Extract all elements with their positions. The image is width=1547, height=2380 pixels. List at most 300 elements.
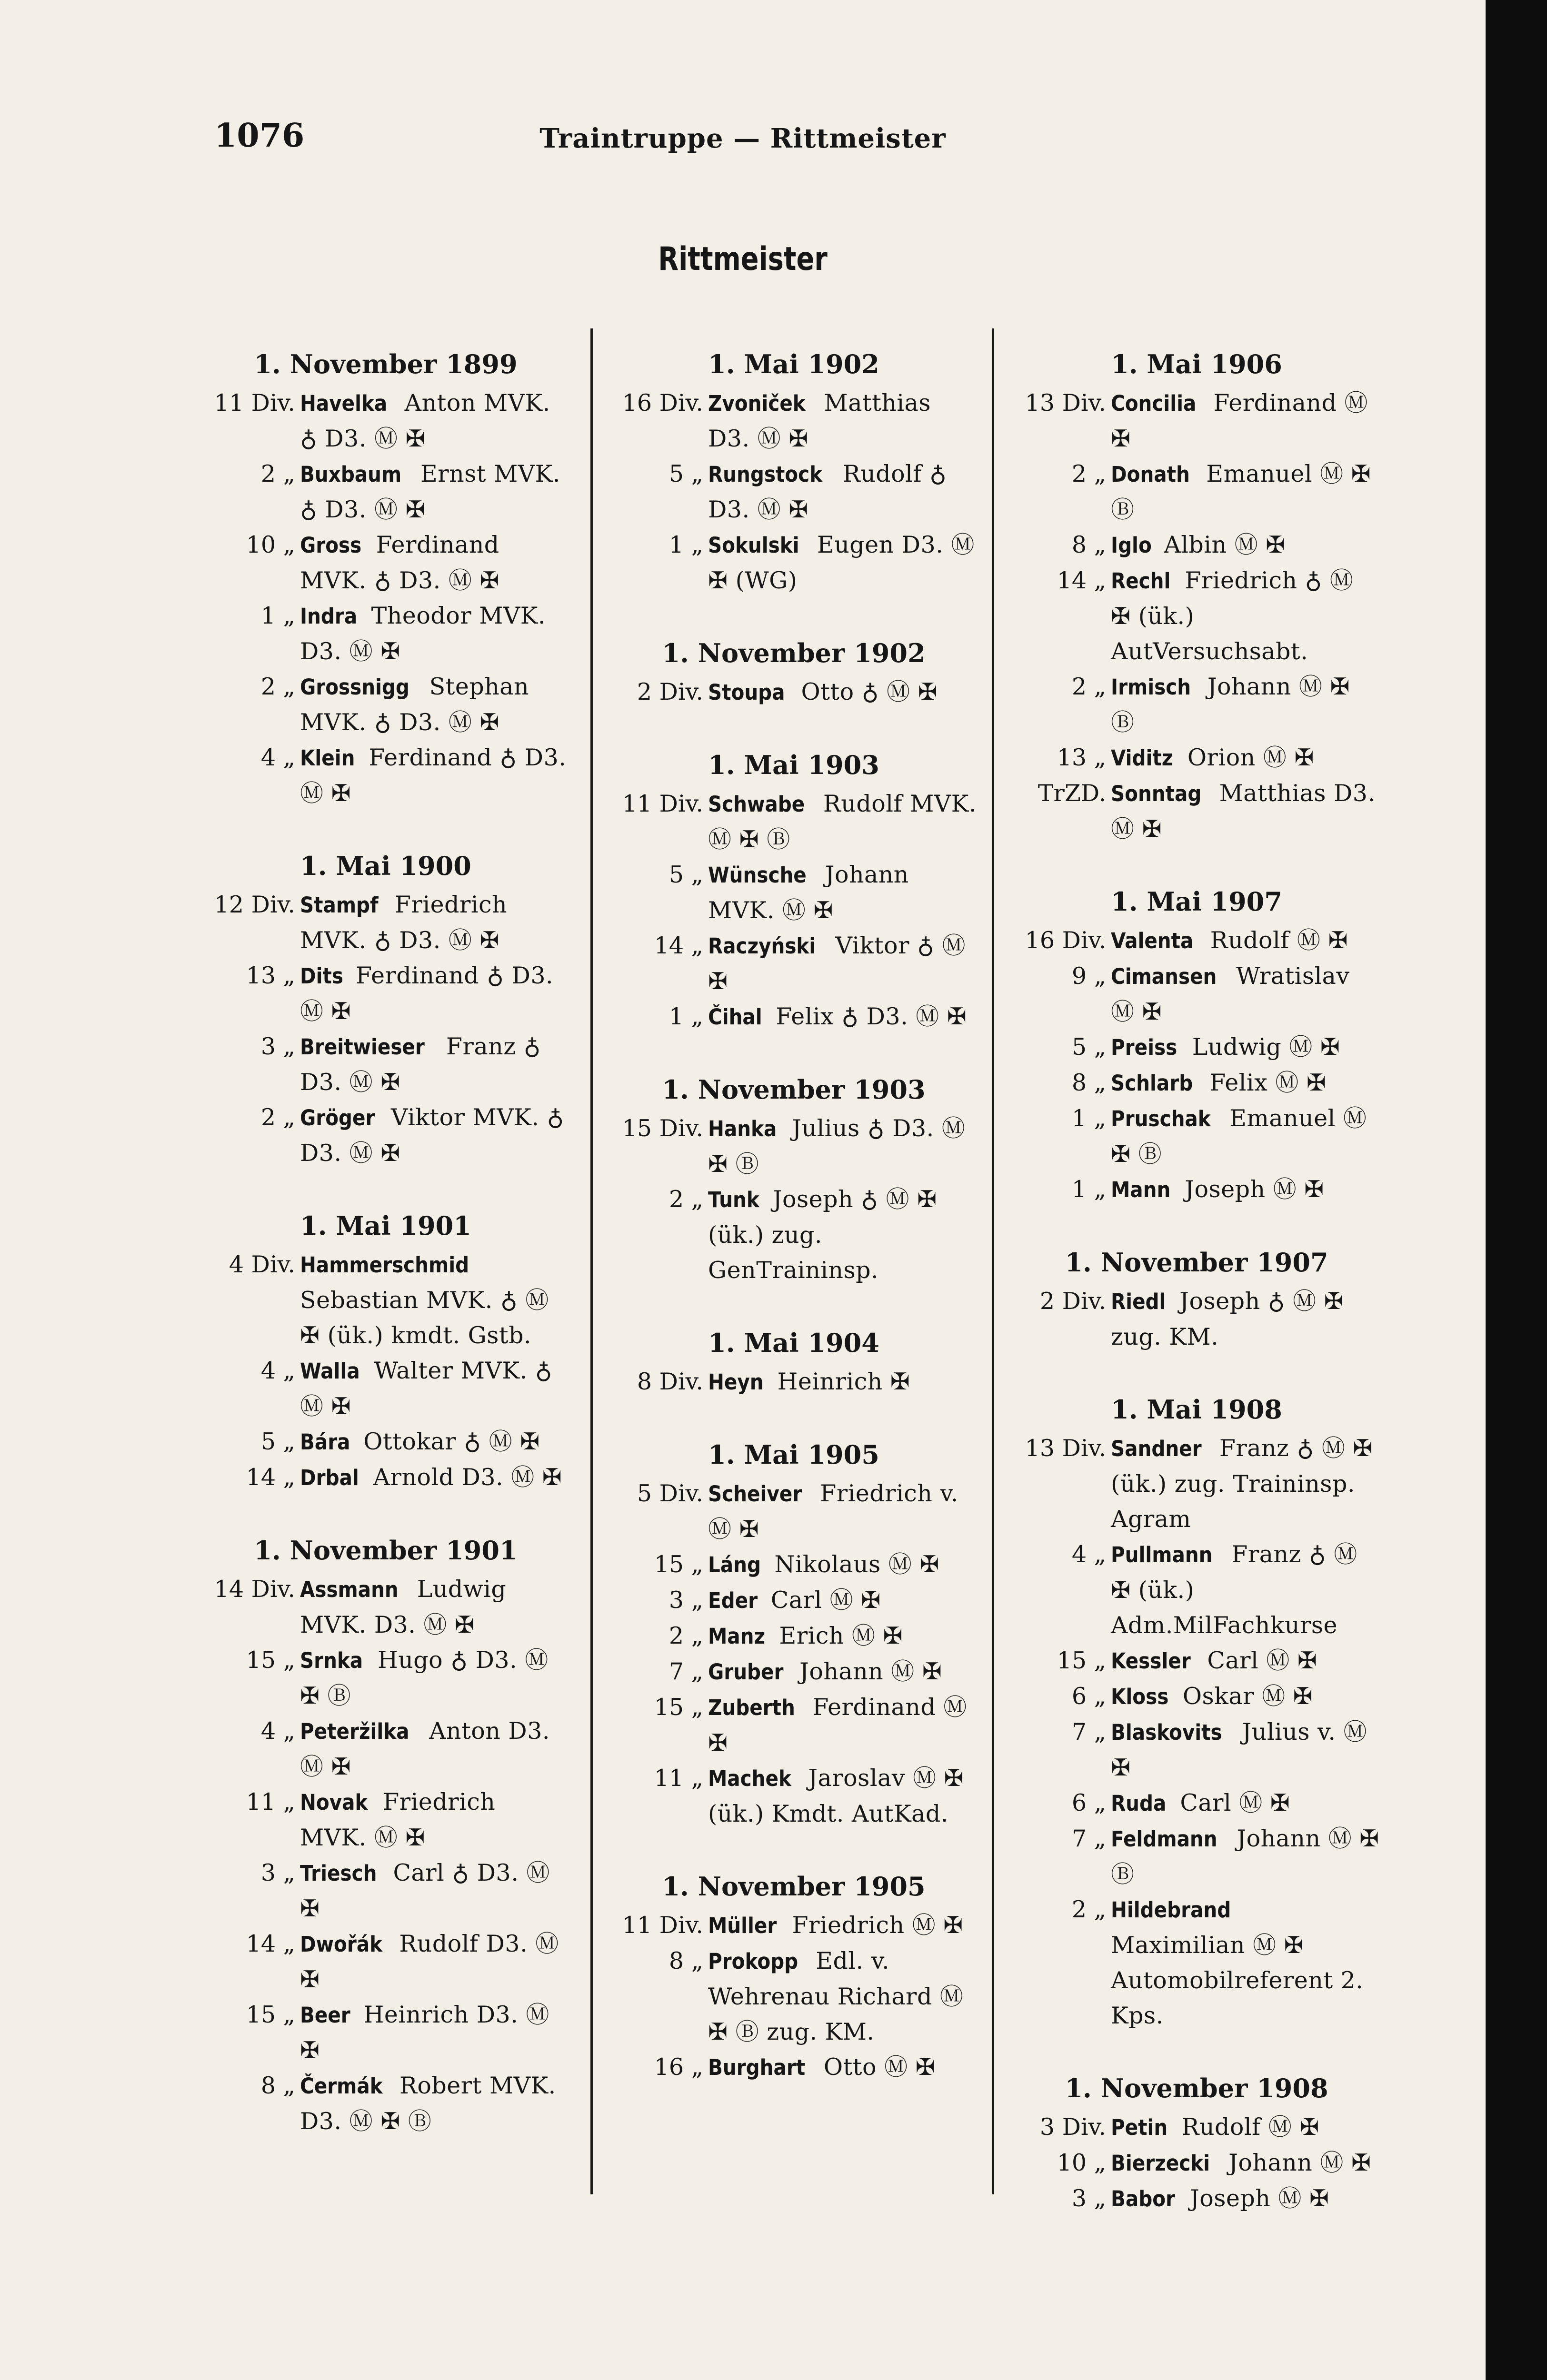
division-number: 2 Div. — [637, 678, 703, 705]
officer-details: Rudolf MVK. Ⓜ ✠ Ⓑ — [708, 790, 977, 853]
division-number: 1 „ — [260, 602, 295, 629]
officer-details: Maximilian Ⓜ ✠ Automobilreferent 2. Kps. — [1111, 1932, 1364, 2029]
division-number: 16 Div. — [622, 389, 703, 416]
promotion-group — [1008, 2067, 1385, 2217]
officer-surname: Breitwieser — [300, 1034, 425, 1060]
officer-details: Anton MVK. ♁ D3. Ⓜ ✠ — [300, 389, 550, 452]
officer-details: Viktor MVK. ♁ D3. Ⓜ ✠ — [300, 1104, 564, 1167]
division-number: 8 „ — [669, 1947, 703, 1974]
officer-surname: Čihal — [708, 1004, 762, 1030]
officer-surname: Viditz — [1111, 745, 1173, 771]
officer-entry — [606, 1547, 982, 1583]
officer-surname: Gross — [300, 533, 362, 558]
officer-surname: Prokopp — [708, 1949, 798, 1974]
officer-entry — [606, 1182, 982, 1288]
officer-details: Friedrich MVK. ♁ D3. Ⓜ ✠ — [300, 891, 508, 954]
division-number: 11 Div. — [622, 1912, 703, 1939]
officer-details: Albin Ⓜ ✠ — [1156, 531, 1286, 558]
officer-surname: Sandner — [1111, 1436, 1202, 1461]
officer-surname: Gruber — [708, 1659, 784, 1685]
officer-surname: Novak — [300, 1790, 368, 1815]
division-number: 15 Div. — [622, 1115, 703, 1142]
officer-surname: Valenta — [1111, 928, 1194, 953]
officer-details: Nikolaus Ⓜ ✠ — [767, 1551, 939, 1578]
officer-details: Erich Ⓜ ✠ — [771, 1622, 903, 1649]
division-number: 8 „ — [1071, 1069, 1106, 1096]
promotion-group — [198, 844, 574, 1171]
officer-entry — [606, 674, 982, 710]
officer-surname: Concilia — [1111, 391, 1197, 416]
officer-surname: Srnka — [300, 1648, 363, 1673]
officer-details: Jaroslav Ⓜ ✠ (ük.) Kmdt. AutKad. — [708, 1765, 964, 1827]
officer-surname: Peteržilka — [300, 1719, 409, 1744]
division-number: 10 „ — [1057, 2149, 1106, 2176]
officer-entry — [1008, 1101, 1385, 1172]
officer-details: Oskar Ⓜ ✠ — [1175, 1683, 1313, 1710]
division-number: 2 „ — [260, 673, 295, 700]
division-number: 14 Div. — [214, 1576, 295, 1603]
officer-details: Robert MVK. D3. Ⓜ ✠ Ⓑ — [300, 2072, 556, 2135]
officer-surname: Stoupa — [708, 680, 785, 705]
officer-entry — [1008, 1065, 1385, 1101]
officer-details: Friedrich v. Ⓜ ✠ — [708, 1480, 958, 1543]
promotion-date-heading: 1. November 1899 — [254, 349, 518, 379]
officer-surname: Triesch — [300, 1861, 377, 1886]
officer-entry — [198, 1029, 574, 1100]
officer-details: Johann Ⓜ ✠ Ⓑ — [1111, 673, 1350, 736]
officer-entry — [198, 1714, 574, 1785]
division-number: 16 „ — [654, 2053, 703, 2081]
division-number: 11 Div. — [622, 790, 703, 817]
division-number: 14 „ — [246, 1930, 295, 1957]
officer-entry — [1008, 1785, 1385, 1821]
officer-details: Carl ♁ D3. Ⓜ ✠ — [300, 1859, 550, 1922]
officer-entry — [198, 1572, 574, 1643]
promotion-group — [1008, 880, 1385, 1208]
officer-details: Franz ♁ Ⓜ ✠ (ük.) Adm.MilFachkurse — [1111, 1541, 1357, 1639]
division-number: 8 „ — [1071, 531, 1106, 558]
officer-entry — [606, 857, 982, 928]
officer-details: Franz ♁ D3. Ⓜ ✠ — [300, 1033, 541, 1096]
officer-details: Arnold D3. Ⓜ ✠ — [365, 1464, 562, 1491]
officer-surname: Irmisch — [1111, 674, 1191, 700]
division-number: 4 Div. — [229, 1251, 295, 1278]
officer-entry — [198, 456, 574, 527]
promotion-date-heading: 1. Mai 1900 — [300, 851, 471, 881]
division-number: 3 „ — [260, 1033, 295, 1060]
officer-details: Matthias D3. Ⓜ ✠ — [708, 389, 931, 452]
division-number: 2 „ — [669, 1186, 703, 1213]
officer-surname: Klein — [300, 745, 355, 771]
officer-surname: Stampf — [300, 892, 379, 918]
officer-surname: Cimansen — [1111, 964, 1217, 989]
officer-entry — [606, 456, 982, 527]
officer-surname: Babor — [1111, 2186, 1175, 2211]
officer-details: Friedrich ♁ Ⓜ ✠ (ük.) AutVersuchsabt. — [1111, 567, 1354, 665]
officer-entry — [606, 786, 982, 857]
promotion-date-heading: 1. November 1908 — [1065, 2073, 1328, 2103]
officer-surname: Raczyński — [708, 933, 816, 959]
promotion-group — [606, 1321, 982, 1400]
officer-details: Sebastian MVK. ♁ Ⓜ ✠ (ük.) kmdt. Gstb. — [300, 1287, 549, 1349]
officer-details: Otto Ⓜ ✠ — [816, 2053, 936, 2081]
division-number: 2 „ — [1071, 673, 1106, 700]
officer-entry — [198, 740, 574, 811]
promotion-date-heading: 1. November 1907 — [1065, 1247, 1328, 1278]
officer-surname: Preiss — [1111, 1035, 1178, 1060]
division-number: 2 „ — [1071, 1896, 1106, 1923]
division-number: 1 „ — [1071, 1105, 1106, 1132]
officer-entry — [1008, 527, 1385, 563]
officer-entry — [1008, 1284, 1385, 1355]
officer-entry — [606, 1364, 982, 1400]
officer-surname: Dwořák — [300, 1932, 383, 1957]
column-divider — [992, 328, 994, 2194]
officer-details: Stephan MVK. ♁ D3. Ⓜ ✠ — [300, 673, 529, 736]
division-number: 2 „ — [260, 1104, 295, 1131]
officer-entry — [198, 958, 574, 1029]
officer-details: Carl Ⓜ ✠ — [1172, 1789, 1290, 1816]
promotion-group — [606, 1068, 982, 1288]
officer-entry — [1008, 2110, 1385, 2145]
officer-surname: Heyn — [708, 1369, 764, 1395]
officer-surname: Láng — [708, 1552, 761, 1577]
officer-entry — [198, 1424, 574, 1460]
promotion-date-heading: 1. November 1901 — [254, 1535, 518, 1566]
officer-surname: Wünsche — [708, 863, 807, 888]
division-number: 4 „ — [1071, 1541, 1106, 1568]
officer-details: Julius ♁ D3. Ⓜ ✠ Ⓑ — [708, 1115, 966, 1178]
officer-surname: Buxbaum — [300, 462, 402, 487]
division-number: 14 „ — [654, 932, 703, 959]
column-2 — [606, 343, 982, 2085]
officer-details: Orion Ⓜ ✠ — [1179, 744, 1314, 771]
division-number: 4 „ — [260, 1717, 295, 1745]
officer-entry — [606, 1583, 982, 1618]
officer-details: Theodor MVK. D3. Ⓜ ✠ — [300, 602, 546, 665]
division-number: 1 „ — [1071, 1176, 1106, 1203]
officer-details: Heinrich ✠ — [769, 1368, 910, 1395]
officer-entry — [198, 1926, 574, 1997]
officer-entry — [198, 887, 574, 958]
division-number: 9 „ — [1071, 962, 1106, 990]
officer-details: Joseph Ⓜ ✠ — [1182, 2185, 1329, 2212]
officer-details: Anton D3. Ⓜ ✠ — [300, 1717, 550, 1780]
officer-entry — [198, 1643, 574, 1714]
officer-entry — [606, 1654, 982, 1690]
officer-surname: Hildebrand — [1111, 1897, 1231, 1923]
officer-details: Emanuel Ⓜ ✠ Ⓑ — [1111, 1105, 1367, 1168]
scan-edge — [1486, 0, 1547, 2380]
officer-details: Walter MVK. ♁ Ⓜ ✠ — [300, 1357, 553, 1420]
officer-entry — [606, 1690, 982, 1761]
division-number: 1 „ — [669, 531, 703, 558]
officer-details: Ferdinand Ⓜ ✠ — [1111, 389, 1368, 452]
officer-details: Johann Ⓜ ✠ — [792, 1658, 942, 1685]
officer-details: Edl. v. Wehrenau Richard Ⓜ ✠ Ⓑ zug. KM. — [708, 1947, 964, 2045]
promotion-group — [606, 1865, 982, 2085]
officer-surname: Bára — [300, 1429, 350, 1455]
officer-surname: Zuberth — [708, 1695, 795, 1720]
promotion-group — [606, 632, 982, 710]
division-number: 2 „ — [1071, 460, 1106, 487]
officer-surname: Hanka — [708, 1116, 777, 1141]
officer-entry — [1008, 1030, 1385, 1065]
officer-entry — [198, 1353, 574, 1424]
officer-details: Joseph ♁ Ⓜ ✠ (ük.) zug. GenTraininsp. — [708, 1186, 937, 1284]
officer-details: Viktor ♁ Ⓜ ✠ — [708, 932, 966, 995]
division-number: 13 Div. — [1025, 1435, 1106, 1462]
officer-entry — [606, 2050, 982, 2085]
division-number: 6 „ — [1071, 1789, 1106, 1816]
section-title: Rittmeister — [658, 240, 828, 278]
officer-details: Eugen D3. Ⓜ ✠ (WG) — [708, 531, 975, 594]
promotion-date-heading: 1. November 1905 — [662, 1871, 926, 1902]
officer-surname: Sokulski — [708, 533, 799, 558]
promotion-date-heading: 1. November 1903 — [662, 1074, 926, 1105]
officer-details: Julius v. Ⓜ ✠ — [1111, 1718, 1367, 1781]
officer-entry — [606, 386, 982, 456]
officer-entry — [198, 598, 574, 669]
division-number: 3 „ — [260, 1859, 295, 1886]
officer-details: Rudolf Ⓜ ✠ — [1174, 2113, 1319, 2141]
column-divider — [590, 328, 593, 2194]
promotion-date-heading: 1. Mai 1906 — [1111, 349, 1282, 379]
officer-entry — [606, 1618, 982, 1654]
division-number: 13 „ — [246, 962, 295, 989]
officer-surname: Grossnigg — [300, 674, 409, 700]
officer-entry — [606, 1761, 982, 1832]
officer-entry — [1008, 2145, 1385, 2181]
page-number: 1076 — [214, 117, 305, 155]
officer-details: Ottokar ♁ Ⓜ ✠ — [356, 1428, 540, 1455]
division-number: 4 „ — [260, 744, 295, 771]
promotion-group — [1008, 1388, 1385, 2033]
officer-entry — [1008, 563, 1385, 669]
officer-entry — [1008, 923, 1385, 959]
division-number: 3 „ — [669, 1587, 703, 1614]
officer-entry — [1008, 386, 1385, 456]
officer-details: Ferdinand ♁ D3. Ⓜ ✠ — [300, 962, 554, 1025]
officer-surname: Petin — [1111, 2115, 1168, 2140]
officer-surname: Schlarb — [1111, 1071, 1193, 1096]
officer-surname: Blaskovits — [1111, 1720, 1222, 1745]
officer-details: Ferdinand MVK. ♁ D3. Ⓜ ✠ — [300, 531, 499, 594]
promotion-group — [606, 744, 982, 1035]
officer-entry — [1008, 1643, 1385, 1679]
officer-entry — [198, 1855, 574, 1926]
officer-surname: Burghart — [708, 2055, 806, 2080]
promotion-date-heading: 1. Mai 1908 — [1111, 1394, 1282, 1425]
division-number: 3 Div. — [1039, 2113, 1106, 2141]
officer-entry — [606, 527, 982, 598]
division-number: 2 „ — [669, 1622, 703, 1649]
officer-surname: Riedl — [1111, 1289, 1166, 1314]
promotion-group — [1008, 1241, 1385, 1355]
promotion-date-heading: 1. Mai 1905 — [708, 1439, 879, 1470]
division-number: 4 „ — [260, 1357, 295, 1384]
officer-surname: Müller — [708, 1913, 777, 1938]
officer-details: Ferdinand ♁ D3. Ⓜ ✠ — [300, 744, 567, 807]
officer-surname: Walla — [300, 1359, 360, 1384]
division-number: 5 „ — [260, 1428, 295, 1455]
officer-details: Ludwig MVK. D3. Ⓜ ✠ — [300, 1576, 507, 1638]
division-number: 7 „ — [669, 1658, 703, 1685]
officer-surname: Manz — [708, 1624, 766, 1649]
promotion-group — [606, 1433, 982, 1832]
officer-details: Ernst MVK. ♁ D3. Ⓜ ✠ — [300, 460, 560, 523]
officer-entry — [1008, 1821, 1385, 1892]
officer-entry — [1008, 669, 1385, 740]
officer-entry — [606, 928, 982, 999]
officer-details: Franz ♁ Ⓜ ✠ (ük.) zug. Traininsp. Agram — [1111, 1435, 1373, 1533]
division-number: 11 „ — [654, 1765, 703, 1792]
division-number: 15 „ — [246, 1646, 295, 1674]
division-number: 5 Div. — [637, 1480, 703, 1507]
division-number: 5 „ — [1071, 1033, 1106, 1061]
officer-entry — [1008, 740, 1385, 776]
officer-details: Friedrich MVK. Ⓜ ✠ — [300, 1788, 496, 1851]
officer-surname: Rungstock — [708, 462, 823, 487]
promotion-group — [1008, 343, 1385, 847]
officer-entry — [198, 386, 574, 456]
division-number: 10 „ — [246, 531, 295, 558]
promotion-group — [198, 343, 574, 811]
division-number: 15 „ — [654, 1551, 703, 1578]
officer-details: Hugo ♁ D3. Ⓜ ✠ Ⓑ — [300, 1646, 549, 1709]
officer-entry — [1008, 1537, 1385, 1643]
officer-surname: Mann — [1111, 1177, 1171, 1202]
division-number: 14 „ — [1057, 567, 1106, 594]
officer-entry — [1008, 1172, 1385, 1208]
officer-entry — [606, 999, 982, 1035]
officer-entry — [1008, 959, 1385, 1030]
officer-surname: Assmann — [300, 1577, 399, 1602]
division-number: 8 Div. — [637, 1368, 703, 1395]
officer-entry — [198, 1100, 574, 1171]
officer-details: Heinrich D3. Ⓜ ✠ — [300, 2001, 549, 2064]
officer-details: Wratislav Ⓜ ✠ — [1111, 962, 1350, 1025]
officer-entry — [606, 1908, 982, 1944]
officer-surname: Dits — [300, 963, 343, 989]
officer-details: Rudolf D3. Ⓜ ✠ — [300, 1930, 559, 1993]
division-number: 15 „ — [1057, 1647, 1106, 1674]
officer-details: Rudolf Ⓜ ✠ — [1202, 927, 1348, 954]
officer-surname: Machek — [708, 1766, 791, 1791]
officer-entry — [606, 1111, 982, 1182]
officer-surname: Kessler — [1111, 1648, 1191, 1674]
running-head: Traintruppe — Rittmeister — [539, 123, 946, 154]
officer-details: Carl Ⓜ ✠ — [1199, 1647, 1317, 1674]
officer-details: Felix Ⓜ ✠ — [1202, 1069, 1327, 1096]
promotion-date-heading: 1. Mai 1903 — [708, 750, 879, 780]
officer-entry — [198, 1247, 574, 1353]
officer-surname: Scheiver — [708, 1481, 802, 1507]
promotion-group — [198, 1204, 574, 1496]
division-number: 2 Div. — [1039, 1288, 1106, 1315]
officer-details: Joseph Ⓜ ✠ — [1177, 1176, 1324, 1203]
officer-details: Friedrich Ⓜ ✠ — [784, 1912, 963, 1939]
officer-details: Matthias D3. Ⓜ ✠ — [1111, 780, 1376, 843]
division-number: 8 „ — [260, 2072, 295, 2099]
officer-entry — [606, 1944, 982, 2050]
division-number: 15 „ — [246, 2001, 295, 2028]
division-number: 2 „ — [260, 460, 295, 487]
officer-entry — [1008, 776, 1385, 847]
division-number: 12 Div. — [214, 891, 295, 918]
division-number: 1 „ — [669, 1003, 703, 1030]
column-3 — [1008, 343, 1385, 2217]
officer-surname: Beer — [300, 2003, 350, 2028]
officer-entry — [198, 1785, 574, 1855]
division-number: 15 „ — [654, 1694, 703, 1721]
officer-surname: Drbal — [300, 1465, 359, 1490]
officer-surname: Hammerschmid — [300, 1252, 469, 1278]
officer-surname: Sonntag — [1111, 781, 1202, 806]
division-number: 16 Div. — [1025, 927, 1106, 954]
officer-entry — [1008, 1679, 1385, 1715]
officer-details: Carl Ⓜ ✠ — [763, 1587, 881, 1614]
officer-details: Joseph ♁ Ⓜ ✠ zug. KM. — [1111, 1288, 1344, 1350]
officer-entry — [198, 669, 574, 740]
division-number: 13 Div. — [1025, 389, 1106, 416]
division-number: 5 „ — [669, 861, 703, 888]
promotion-date-heading: 1. Mai 1902 — [708, 349, 879, 379]
officer-surname: Bierzecki — [1111, 2151, 1210, 2176]
officer-surname: Pullmann — [1111, 1542, 1213, 1567]
officer-details: Johann MVK. Ⓜ ✠ — [708, 861, 909, 924]
promotion-date-heading: 1. Mai 1907 — [1111, 886, 1282, 917]
officer-details: Emanuel Ⓜ ✠ Ⓑ — [1111, 460, 1371, 523]
officer-details: Ferdinand Ⓜ ✠ — [708, 1694, 967, 1756]
promotion-group — [606, 343, 982, 598]
officer-details: Rudolf ♁ D3. Ⓜ ✠ — [708, 460, 947, 523]
officer-entry — [1008, 1431, 1385, 1537]
officer-surname: Gröger — [300, 1105, 375, 1130]
division-number: 7 „ — [1071, 1825, 1106, 1852]
officer-entry — [1008, 456, 1385, 527]
officer-details: Felix ♁ D3. Ⓜ ✠ — [768, 1003, 967, 1030]
officer-surname: Donath — [1111, 462, 1190, 487]
column-1 — [198, 343, 574, 2139]
division-number: 11 Div. — [214, 389, 295, 416]
officer-surname: Pruschak — [1111, 1106, 1211, 1131]
officer-entry — [1008, 1715, 1385, 1785]
officer-surname: Feldmann — [1111, 1826, 1218, 1852]
division-number: 7 „ — [1071, 1718, 1106, 1745]
division-number: 14 „ — [246, 1464, 295, 1491]
officer-surname: Rechl — [1111, 568, 1171, 594]
promotion-date-heading: 1. Mai 1901 — [300, 1210, 471, 1241]
officer-entry — [198, 2068, 574, 2139]
officer-surname: Zvoniček — [708, 391, 806, 416]
officer-surname: Ruda — [1111, 1791, 1167, 1816]
officer-entry — [1008, 2181, 1385, 2217]
officer-details: Ludwig Ⓜ ✠ — [1184, 1033, 1340, 1061]
officer-surname: Schwabe — [708, 792, 805, 817]
officer-surname: Eder — [708, 1588, 758, 1613]
officer-details: Johann Ⓜ ✠ — [1221, 2149, 1371, 2176]
officer-entry — [606, 1476, 982, 1547]
division-number: 11 „ — [246, 1788, 295, 1815]
officer-entry — [198, 1460, 574, 1496]
officer-surname: Indra — [300, 604, 358, 629]
division-number: 5 „ — [669, 460, 703, 487]
division-number: TrZD. — [1038, 780, 1106, 807]
division-number: 13 „ — [1057, 744, 1106, 771]
officer-surname: Čermák — [300, 2073, 383, 2099]
officer-details: Johann Ⓜ ✠ Ⓑ — [1111, 1825, 1379, 1888]
